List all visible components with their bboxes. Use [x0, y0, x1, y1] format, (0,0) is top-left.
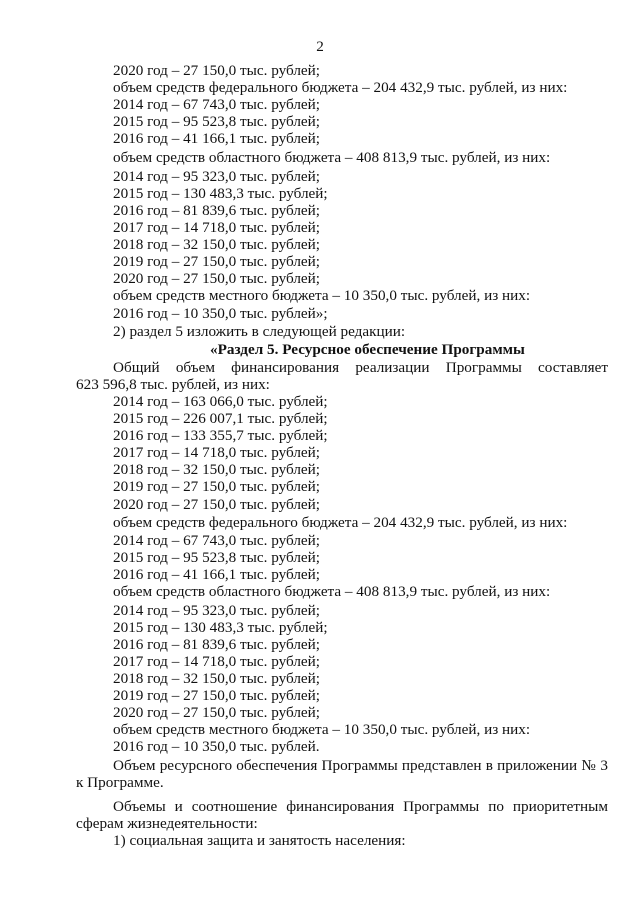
paragraph-line: сферам жизнедеятельности:	[76, 815, 258, 832]
list-item: 1) социальная защита и занятость населения:	[113, 832, 406, 849]
text-line: 2016 год – 81 839,6 тыс. рублей;	[113, 202, 321, 219]
text-line: 2016 год – 41 166,1 тыс. рублей;	[113, 130, 321, 147]
text-line: 2015 год – 226 007,1 тыс. рублей;	[113, 410, 328, 427]
text-line: 2015 год – 95 523,8 тыс. рублей;	[113, 113, 321, 130]
text-line: объем средств местного бюджета – 10 350,0 тыс. рублей, из них:	[113, 287, 531, 304]
text-line: объем средств федерального бюджета – 204 432,9 тыс. рублей, из них:	[113, 514, 568, 531]
text-line: 2019 год – 27 150,0 тыс. рублей;	[113, 687, 321, 704]
text-line: 2020 год – 27 150,0 тыс. рублей;	[113, 270, 321, 287]
section-heading: «Раздел 5. Ресурсное обеспечение Программы	[210, 341, 525, 358]
text-line: 2019 год – 27 150,0 тыс. рублей;	[113, 478, 321, 495]
text-line: 2020 год – 27 150,0 тыс. рублей;	[113, 704, 321, 721]
paragraph-line: к Программе.	[76, 774, 164, 791]
text-line: 2017 год – 14 718,0 тыс. рублей;	[113, 653, 321, 670]
paragraph-line: Общий объем финансирования реализации Программы составляет	[113, 359, 608, 376]
text-line: 2016 год – 133 355,7 тыс. рублей;	[113, 427, 328, 444]
text-line: 2016 год – 41 166,1 тыс. рублей;	[113, 566, 321, 583]
text-line: 2014 год – 95 323,0 тыс. рублей;	[113, 168, 321, 185]
paragraph-line: Объем ресурсного обеспечения Программы представлен в приложении № 3	[113, 757, 608, 774]
text-line: 2014 год – 67 743,0 тыс. рублей;	[113, 96, 321, 113]
text-line: 2014 год – 67 743,0 тыс. рублей;	[113, 532, 321, 549]
text-line: 2016 год – 10 350,0 тыс. рублей»;	[113, 305, 328, 322]
text-line: объем средств областного бюджета – 408 813,9 тыс. рублей, из них:	[113, 583, 551, 600]
text-line: 2017 год – 14 718,0 тыс. рублей;	[113, 444, 321, 461]
text-line: 2) раздел 5 изложить в следующей редакции:	[113, 323, 406, 340]
text-line: 2014 год – 163 066,0 тыс. рублей;	[113, 393, 328, 410]
text-line: 2018 год – 32 150,0 тыс. рублей;	[113, 236, 321, 253]
text-line: 2017 год – 14 718,0 тыс. рублей;	[113, 219, 321, 236]
text-line: 2020 год – 27 150,0 тыс. рублей;	[113, 496, 321, 513]
paragraph-line: Объемы и соотношение финансирования Программы по приоритетным	[113, 798, 608, 815]
text-line: 2016 год – 10 350,0 тыс. рублей.	[113, 738, 320, 755]
text-line: 2020 год – 27 150,0 тыс. рублей;	[113, 62, 321, 79]
text-line: объем средств федерального бюджета – 204 432,9 тыс. рублей, из них:	[113, 79, 568, 96]
text-line: 2015 год – 130 483,3 тыс. рублей;	[113, 185, 328, 202]
paragraph-line: 623 596,8 тыс. рублей, из них:	[76, 376, 270, 393]
page-number: 2	[316, 38, 324, 55]
text-line: 2018 год – 32 150,0 тыс. рублей;	[113, 670, 321, 687]
text-line: 2019 год – 27 150,0 тыс. рублей;	[113, 253, 321, 270]
text-line: объем средств областного бюджета – 408 813,9 тыс. рублей, из них:	[113, 149, 551, 166]
text-line: объем средств местного бюджета – 10 350,0 тыс. рублей, из них:	[113, 721, 531, 738]
text-line: 2015 год – 130 483,3 тыс. рублей;	[113, 619, 328, 636]
text-line: 2014 год – 95 323,0 тыс. рублей;	[113, 602, 321, 619]
text-line: 2018 год – 32 150,0 тыс. рублей;	[113, 461, 321, 478]
text-line: 2015 год – 95 523,8 тыс. рублей;	[113, 549, 321, 566]
text-line: 2016 год – 81 839,6 тыс. рублей;	[113, 636, 321, 653]
